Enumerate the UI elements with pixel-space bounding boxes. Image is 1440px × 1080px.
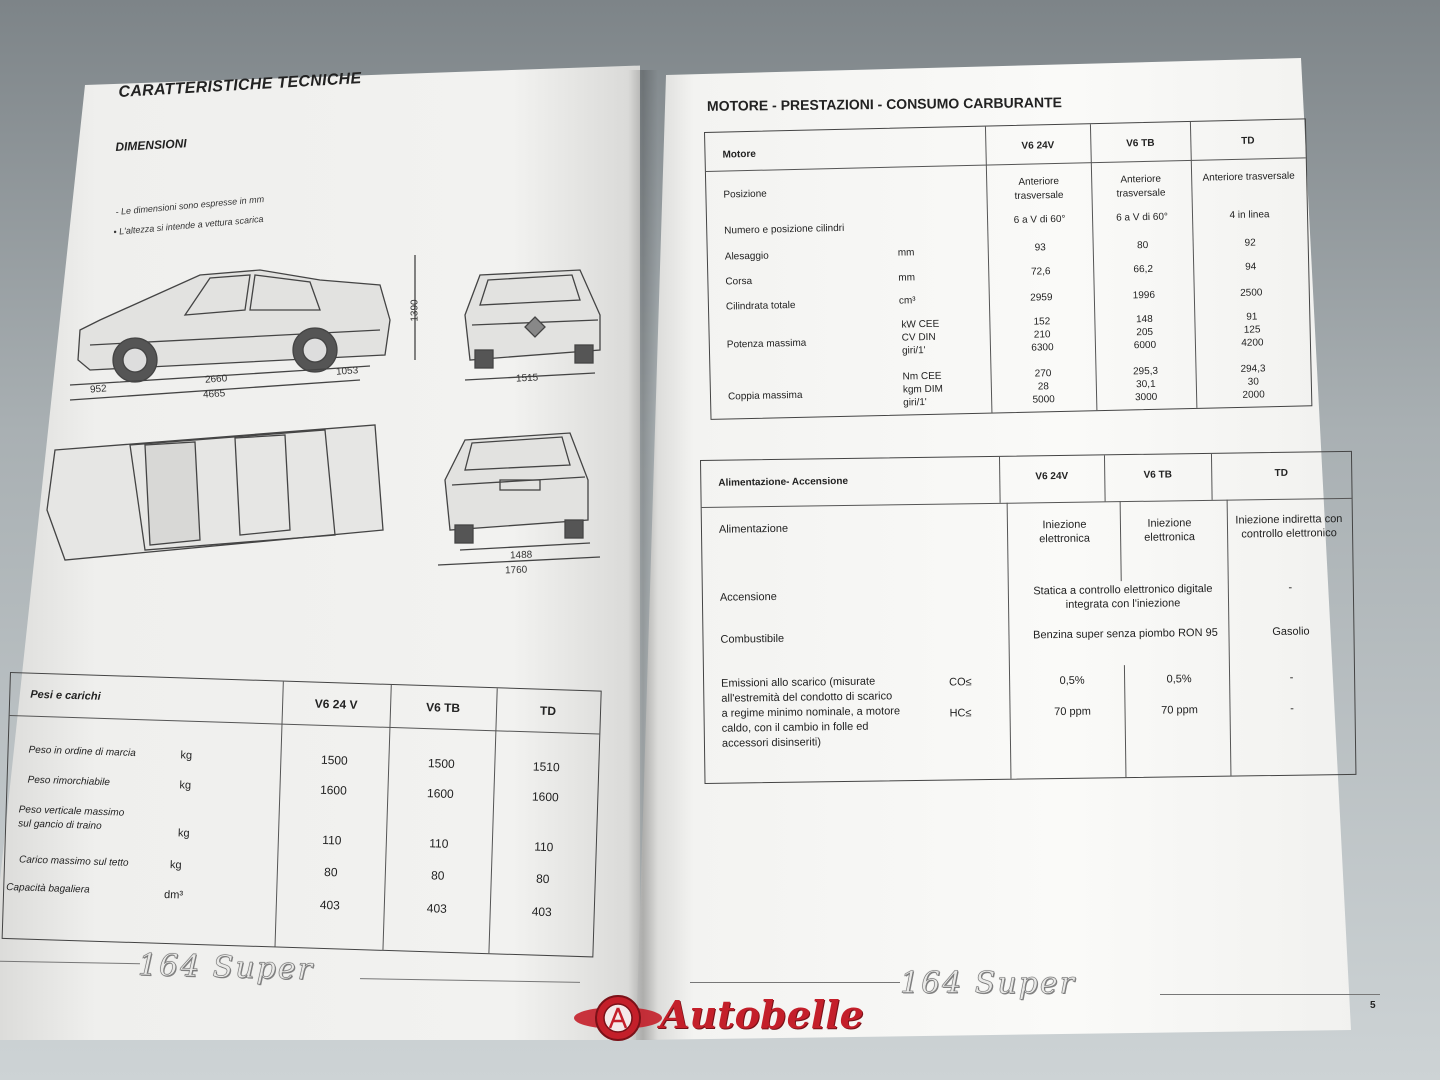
- dim-height: 1390: [409, 299, 421, 322]
- row-value: 1600: [531, 789, 559, 805]
- engine-table: [704, 118, 1312, 420]
- row-value: 1600: [426, 786, 454, 801]
- dim-length: 4665: [202, 388, 226, 401]
- col-td: TD: [1241, 135, 1255, 147]
- dim-width: 1760: [504, 564, 528, 577]
- accensione-value: Statica a controllo elettronico digitale integrata con l'iniezione: [1033, 582, 1213, 611]
- row-label: Coppia massima: [727, 389, 803, 403]
- accensione-td: -: [1288, 581, 1293, 594]
- row-label: Peso verticale massimo sul gancio di traino: [18, 804, 125, 832]
- row-label: Capacità bagaliera: [6, 881, 90, 896]
- weights-header: Pesi e carichi: [30, 688, 101, 703]
- row-value: 148 205 6000: [1133, 313, 1157, 352]
- dim-rear-track: 1488: [509, 549, 533, 562]
- col-td: TD: [539, 703, 557, 719]
- row-value: 80: [323, 864, 338, 880]
- fuel-table: [700, 451, 1356, 784]
- section-subtitle: DIMENSIONI: [115, 136, 187, 154]
- emissioni-v6-tb-hc: 70 ppm: [1161, 704, 1198, 717]
- left-footer-logo: 164 Super: [137, 947, 315, 988]
- row-value: Anteriore trasversale: [1202, 170, 1295, 184]
- right-footer-logo: 164 Super: [900, 966, 1076, 1001]
- row-value: 270 28 5000: [1032, 368, 1055, 406]
- row-unit: cm³: [898, 295, 916, 307]
- autobelle-watermark: [570, 990, 880, 1050]
- row-label: Carico massimo sul tetto: [18, 854, 129, 869]
- col-v6-24v: V6 24V: [1035, 470, 1069, 483]
- note-1: - Le dimensioni sono espresse in mm: [115, 194, 265, 217]
- row-value: 1996: [1132, 289, 1156, 302]
- right-footer-line-2: [1160, 994, 1380, 995]
- row-value: 66,2: [1133, 263, 1154, 276]
- row-label: Peso in ordine di marcia: [28, 744, 136, 759]
- row-unit: kW CEE CV DIN giri/1': [901, 318, 940, 357]
- row-value: 1510: [532, 759, 560, 775]
- row-label: Potenza massima: [726, 337, 807, 351]
- row-value: Anteriore trasversale: [1116, 173, 1166, 200]
- dim-front-overhang: 952: [89, 383, 108, 396]
- row-value: 295,3 30,1 3000: [1132, 365, 1159, 404]
- row-value: 92: [1244, 237, 1256, 249]
- row-unit: kg: [169, 859, 182, 872]
- row-value: 80: [430, 868, 445, 883]
- row-value: 2500: [1240, 287, 1263, 299]
- row-value: 94: [1245, 261, 1257, 273]
- row-value: 294,3 30 2000: [1240, 363, 1266, 401]
- row-value: 403: [319, 897, 341, 913]
- row-value: 1500: [320, 752, 348, 768]
- col-v6-24v: V6 24V: [1021, 140, 1055, 152]
- col-v6-tb: V6 TB: [1126, 137, 1155, 150]
- row-value: 6 a V di 60°: [1116, 211, 1169, 224]
- combustibile-value: Benzina super senza piombo RON 95: [1033, 626, 1218, 642]
- row-value: 4 in linea: [1229, 209, 1270, 222]
- dim-front-track: 1515: [515, 372, 539, 385]
- row-value: 1500: [427, 756, 455, 772]
- row-unit: dm³: [163, 888, 184, 902]
- combustibile-label: Combustibile: [720, 632, 785, 646]
- autobelle-logo-icon: [570, 990, 666, 1046]
- emissioni-hc-unit: HC≤: [949, 707, 972, 720]
- row-value: 403: [531, 904, 552, 920]
- row-label: Corsa: [725, 275, 753, 288]
- row-value: 72,6: [1030, 266, 1051, 278]
- row-unit: mm: [897, 247, 915, 259]
- row-value: 1600: [319, 782, 348, 798]
- dim-rear-overhang: 1053: [335, 365, 359, 378]
- row-unit: kg: [180, 749, 193, 762]
- row-unit: kg: [179, 779, 192, 792]
- alimentazione-v6-tb: Iniezione elettronica: [1144, 517, 1196, 544]
- col-v6-tb: V6 TB: [1143, 469, 1173, 481]
- note-2: • L'altezza si intende a vettura scarica: [113, 213, 264, 237]
- row-value: 2959: [1030, 292, 1053, 304]
- row-value: 6 a V di 60°: [1013, 213, 1066, 226]
- right-footer-line: [690, 982, 900, 983]
- col-td: TD: [1274, 467, 1288, 479]
- combustibile-td: Gasolio: [1272, 625, 1310, 639]
- emissioni-co-unit: CO≤: [949, 676, 972, 689]
- row-value: 91 125 4200: [1241, 311, 1264, 349]
- row-value: 80: [1137, 239, 1149, 252]
- right-page-title: MOTORE - PRESTAZIONI - CONSUMO CARBURANTE: [706, 94, 1062, 114]
- row-value: 110: [429, 836, 449, 851]
- row-value: 152 210 6300: [1031, 316, 1054, 354]
- row-value: 403: [426, 901, 448, 916]
- row-label: Numero e posizione cilindri: [724, 222, 845, 237]
- row-label: Posizione: [723, 188, 767, 201]
- accensione-label: Accensione: [719, 590, 777, 604]
- col-v6-tb: V6 TB: [425, 700, 461, 716]
- row-value: 93: [1034, 242, 1046, 254]
- row-value: 110: [322, 832, 342, 848]
- row-value: Anteriore trasversale: [1014, 175, 1064, 202]
- alimentazione-td: Iniezione indiretta con controllo elettronico: [1235, 513, 1343, 541]
- row-unit: Nm CEE kgm DIM giri/1': [902, 370, 944, 409]
- page-number: 5: [1370, 1000, 1376, 1011]
- emissioni-label: Emissioni allo scarico (misurate all'estremità del condotto di scarico a regime minimo nominale, a motore caldo, con il cambio in folle ed accessori disinseriti): [721, 675, 901, 750]
- emissioni-v6-tb-co: 0,5%: [1166, 673, 1192, 686]
- emissioni-v6-24v-co: 0,5%: [1059, 674, 1085, 688]
- alimentazione-label: Alimentazione: [718, 522, 789, 536]
- row-value: 110: [533, 839, 554, 855]
- row-label: Peso rimorchiabile: [27, 774, 111, 789]
- page-title: CARATTERISTICHE TECNICHE: [118, 69, 362, 101]
- dim-wheelbase: 2660: [204, 373, 228, 386]
- col-v6-24v: V6 24 V: [314, 696, 358, 712]
- row-value: 80: [535, 871, 550, 887]
- alimentazione-v6-24v: Iniezione elettronica: [1039, 518, 1091, 546]
- row-label: Alesaggio: [724, 250, 769, 263]
- autobelle-brand-text: Autobelle: [660, 992, 864, 1037]
- engine-header: Motore: [722, 148, 756, 161]
- row-unit: mm: [898, 272, 916, 284]
- emissioni-td-hc: -: [1290, 702, 1294, 715]
- emissioni-v6-24v-hc: 70 ppm: [1054, 705, 1091, 719]
- fuel-header: Alimentazione- Accensione: [718, 475, 849, 489]
- row-label: Cilindrata totale: [725, 299, 796, 313]
- emissioni-td-co: -: [1289, 671, 1294, 684]
- row-unit: kg: [177, 827, 190, 840]
